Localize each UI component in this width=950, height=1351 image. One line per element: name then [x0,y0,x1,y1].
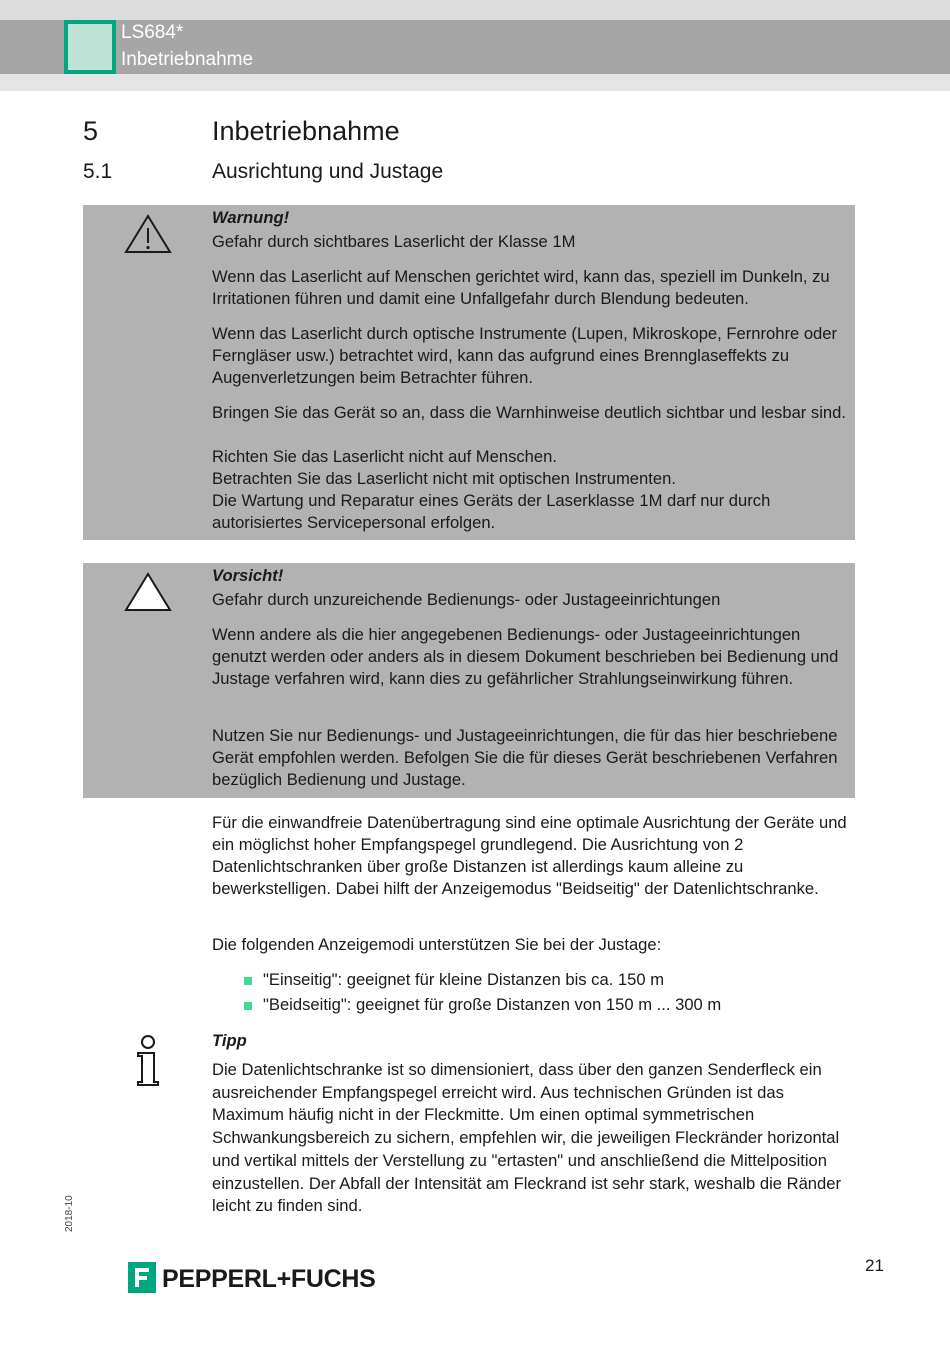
list-item-text: "Beidseitig": geeignet für große Distanzen von 150 m ... 300 m [263,995,722,1014]
section-number: 5 [83,116,99,146]
warning-box [83,205,855,540]
subsection-title: Ausrichtung und Justage [212,160,444,183]
header-subtitle: Inbetriebnahme [121,49,254,70]
warning-paragraph-2: Wenn das Laserlicht durch optische Instrumente (Lupen, Mikroskope, Fernrohre oder Ferngläser usw.) betrachtet wird, kann das aufgrund eines Brennglaseffekts zu Augenverletzungen beim Betrachter führen. [212,324,838,387]
warning-paragraph-3c: Betrachten Sie das Laserlicht nicht mit optischen Instrumenten. [212,469,676,488]
header-title: LS684* [121,22,184,43]
tip-text: Die Datenlichtschranke ist so dimensioniert, dass über den ganzen Senderfleck ein ausreichender Empfangspegel erreicht wird. Aus technischen Gründen ist das Maximum häufig nicht in der Fleckmitte. Um einen optimal symmetrischen Schwankungsbereich zu sichern, empfehlen wir, die jeweiligen Fleckränder horizontal und vertikal mittels der Verstellung zu "ertasten" und anschließend die Mittelposition einzustellen. Der Abfall der Intensität am Fleckrand ist sehr stark, weshalb die Ränder leicht zu finden sind. [212,1060,842,1216]
caution-triangle-icon [123,571,173,613]
caution-paragraph-1: Wenn andere als die hier angegebenen Bedienungs- oder Justageeinrichtungen genutzt werden oder anders als in diesem Dokument beschrieben bei Bedienung und Justage verfahren wird, kann dies zu gefährlicher Strahlungseinwirkung führen. [212,625,839,688]
header-bottom-strip [0,74,950,91]
caution-lead: Gefahr durch unzureichende Bedienungs- oder Justageeinrichtungen [212,590,721,609]
bullet-square-icon [244,977,252,985]
header-top-strip [0,0,950,20]
page-number: 21 [865,1256,884,1275]
warning-label: Warnung! [212,208,290,227]
warning-paragraph-1: Wenn das Laserlicht auf Menschen gerichtet wird, kann das, speziell im Dunkeln, zu Irritationen führen und damit eine Unfallgefahr durch Blendung bedeuten. [212,267,830,308]
info-icon [135,1034,161,1088]
bullet-square-icon [244,1002,252,1010]
body-paragraph-2: Die folgenden Anzeigemodi unterstützen Sie bei der Justage: [212,935,662,954]
warning-paragraph-3d: Die Wartung und Reparatur eines Geräts der Laserklasse 1M darf nur durch autorisiertes Servicepersonal erfolgen. [212,491,771,532]
body-paragraph-1: Für die einwandfreie Datenübertragung sind eine optimale Ausrichtung der Geräte und ein möglichst hoher Empfangspegel grundlegend. Die Ausrichtung von 2 Datenlichtschranken über große Distanzen ist allerdings kaum alleine zu bewerkstelligen. Dabei hilft der Anzeigemodus "Beidseitig" der Datenlichtschranke. [212,813,847,898]
warning-paragraph-3b: Richten Sie das Laserlicht nicht auf Menschen. [212,447,557,466]
tip-label: Tipp [212,1031,247,1050]
subsection-number: 5.1 [83,160,113,183]
warning-exclamation-icon [123,213,173,255]
footer-date: 2018-10 [64,1195,75,1232]
caution-box [83,563,855,798]
header-brand-square [64,20,116,74]
caution-paragraph-2: Nutzen Sie nur Bedienungs- und Justageeinrichtungen, die für das hier beschriebene Gerät empfohlen werden. Befolgen Sie die für dieses Gerät beschriebenen Verfahren bezüglich Bedienung und Justage. [212,726,838,789]
caution-label: Vorsicht! [212,566,284,585]
brand-name: PEPPERL+FUCHS [162,1265,376,1293]
list-item-text: "Einseitig": geeignet für kleine Distanzen bis ca. 150 m [263,970,665,989]
warning-lead: Gefahr durch sichtbares Laserlicht der Klasse 1M [212,232,576,251]
header-brand-square-inner [68,24,112,70]
section-title: Inbetriebnahme [212,116,400,146]
pepperl-fuchs-logo-icon [128,1262,156,1293]
warning-paragraph-3a: Bringen Sie das Gerät so an, dass die Warnhinweise deutlich sichtbar und lesbar sind. [212,403,846,422]
